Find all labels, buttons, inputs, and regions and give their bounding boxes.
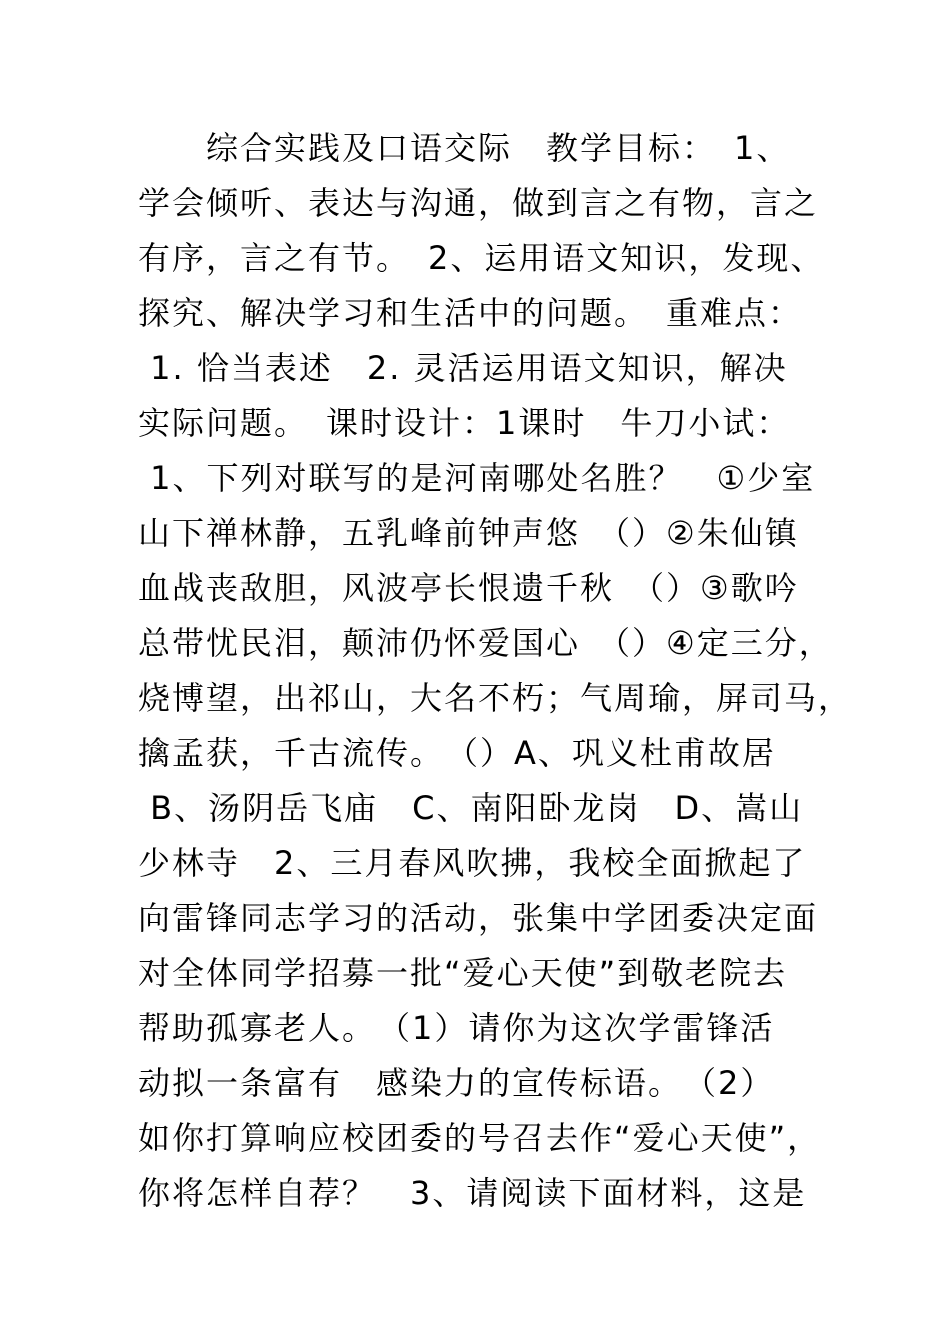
text-line: B、汤阴岳飞庙 C、南阳卧龙岗 D、嵩山: [138, 789, 804, 827]
text-line: 向雷锋同志学习的活动，张集中学团委决定面: [138, 899, 819, 937]
text-line: 实际问题。 课时设计：1课时 牛刀小试：: [138, 404, 791, 442]
text-line: 1. 恰当表述 2. 灵活运用语文知识，解决: [138, 349, 788, 387]
text-line: 烧博望，出祁山，大名不朽；气周瑜，屏司马，: [138, 679, 853, 717]
text-line: 你将怎样自荐？ 3、请阅读下面材料，这是: [138, 1174, 807, 1212]
text-line: 血战丧敌胆，风波亭长恨遗千秋 （）③歌吟: [138, 569, 799, 607]
text-line: 综合实践及口语交际 教学目标： 1、: [138, 129, 791, 167]
text-line: 对全体同学招募一批“爱心天使”到敬老院去: [138, 954, 788, 992]
text-line: 动拟一条富有 感染力的宣传标语。 （2）: [138, 1064, 775, 1102]
text-line: 山下禅林静，五乳峰前钟声悠 （）②朱仙镇: [138, 514, 799, 552]
text-line: 帮助孤寡老人。 （1）请你为这次学雷锋活: [138, 1009, 775, 1047]
text-line: 学会倾听、表达与沟通，做到言之有物，言之: [138, 184, 819, 222]
text-line: 总带忧民泪，颠沛仍怀爱国心 （）④定三分，: [138, 624, 833, 662]
text-line: 如你打算响应校团委的号召去作“爱心天使”，: [138, 1119, 822, 1157]
text-line: 擒孟获，千古流传。 （）A、巩义杜甫故居: [138, 734, 776, 772]
text-line: 1、下列对联写的是河南哪处名胜？ ①少室: [138, 459, 816, 497]
text-line: 有序，言之有节。 2、运用语文知识，发现、: [138, 239, 825, 277]
text-line: 探究、解决学习和生活中的问题。 重难点：: [138, 294, 803, 332]
text-line: 少林寺 2、三月春风吹拂，我校全面掀起了: [138, 844, 807, 882]
